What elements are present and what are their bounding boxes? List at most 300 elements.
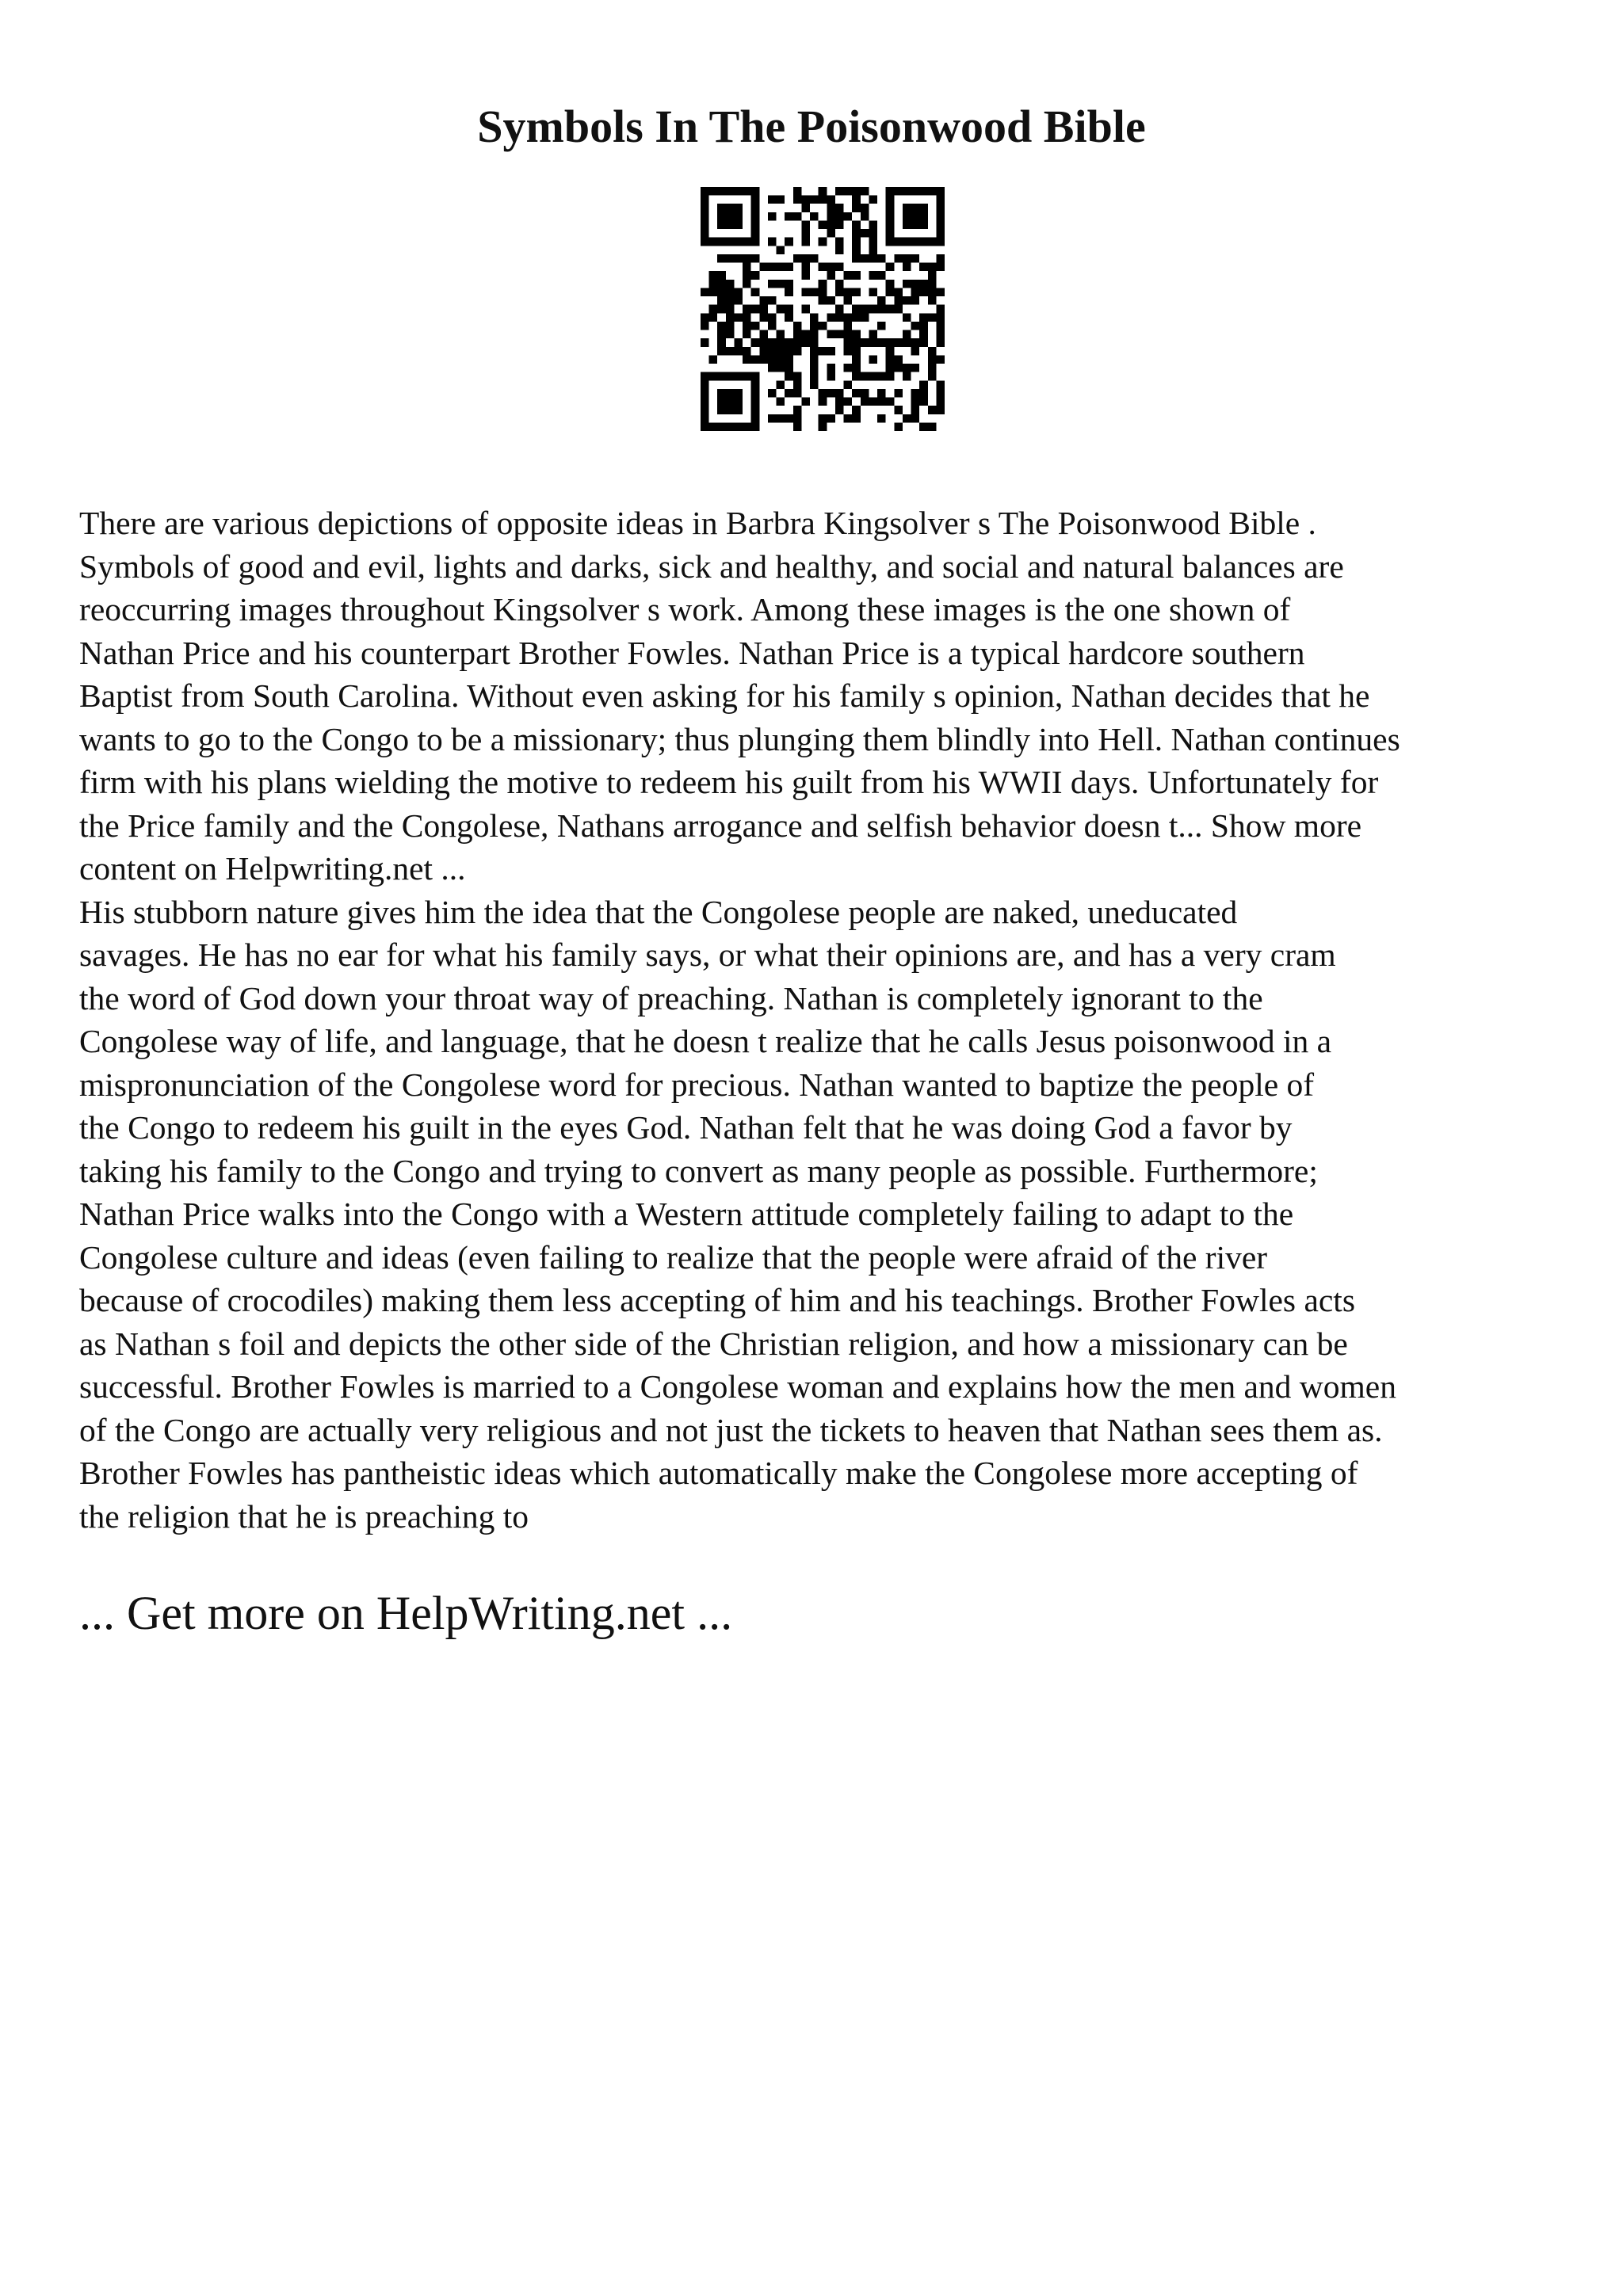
qr-module [919, 389, 928, 398]
qr-module [793, 422, 802, 431]
qr-module [861, 229, 869, 238]
qr-module [785, 372, 793, 381]
qr-module [835, 263, 844, 272]
qr-module [928, 313, 937, 322]
qr-module [835, 313, 844, 322]
qr-module [717, 280, 726, 288]
qr-module [919, 238, 928, 246]
qr-module [734, 238, 743, 246]
qr-module [886, 238, 895, 246]
qr-module [936, 254, 945, 263]
qr-module [717, 322, 726, 330]
qr-module [819, 288, 827, 296]
qr-module [793, 389, 802, 398]
qr-module [734, 372, 743, 381]
qr-module [911, 389, 920, 398]
qr-module [835, 330, 844, 339]
qr-module [726, 212, 735, 221]
qr-module [751, 422, 760, 431]
qr-module [911, 254, 920, 263]
qr-module [743, 330, 751, 339]
qr-module [852, 254, 861, 263]
paragraph-1 [79, 502, 1585, 891]
qr-module [911, 187, 920, 196]
qr-module [751, 398, 760, 406]
qr-module [801, 338, 810, 347]
text-line: the Congo to redeem his guilt in the eyes God. Nathan felt that he was doing God a favor by [79, 1109, 1293, 1146]
qr-module [810, 254, 819, 263]
qr-module [759, 296, 768, 305]
qr-module [911, 322, 920, 330]
qr-module [743, 238, 751, 246]
qr-module [810, 288, 819, 296]
qr-module [709, 271, 718, 280]
qr-module [717, 305, 726, 314]
qr-module [701, 322, 709, 330]
qr-module [751, 372, 760, 381]
qr-module [827, 330, 835, 339]
qr-module [734, 204, 743, 212]
qr-module [777, 414, 785, 423]
qr-module [852, 305, 861, 314]
qr-module [852, 204, 861, 212]
qr-module [936, 330, 945, 339]
qr-module [919, 398, 928, 406]
qr-module [886, 398, 895, 406]
qr-module [734, 398, 743, 406]
qr-module [903, 414, 911, 423]
qr-module [801, 238, 810, 246]
qr-module [819, 398, 827, 406]
qr-module [835, 187, 844, 196]
qr-module [844, 322, 853, 330]
qr-module [877, 372, 886, 381]
qr-module [886, 338, 895, 347]
qr-module [852, 330, 861, 339]
qr-module [852, 389, 861, 398]
qr-module [903, 313, 911, 322]
qr-module [919, 330, 928, 339]
text-line: because of crocodiles) making them less accepting of him and his teachings. Brother Fowles acts [79, 1282, 1355, 1318]
qr-module [810, 196, 819, 204]
qr-module [827, 347, 835, 356]
qr-module [827, 263, 835, 272]
qr-module [827, 271, 835, 280]
qr-module [751, 338, 760, 347]
qr-module [819, 414, 827, 423]
qr-module [717, 296, 726, 305]
qr-module [936, 238, 945, 246]
qr-module [894, 406, 903, 414]
qr-module [894, 338, 903, 347]
qr-module [701, 414, 709, 423]
qr-module [819, 322, 827, 330]
qr-module [852, 364, 861, 372]
qr-module [844, 380, 853, 389]
qr-module [785, 280, 793, 288]
qr-module [709, 422, 718, 431]
qr-module [734, 288, 743, 296]
qr-module [852, 288, 861, 296]
qr-code [701, 187, 945, 431]
qr-module [734, 347, 743, 356]
qr-module [852, 347, 861, 356]
qr-module [835, 288, 844, 296]
text-line: Congolese way of life, and language, that he doesn t realize that he calls Jesus poisonwood in a [79, 1023, 1332, 1059]
qr-module [726, 330, 735, 339]
text-line: the religion that he is preaching to [79, 1497, 529, 1535]
qr-module [919, 288, 928, 296]
qr-module [734, 254, 743, 263]
qr-module [886, 204, 895, 212]
qr-module [793, 372, 802, 381]
qr-module [877, 305, 886, 314]
qr-module [936, 196, 945, 204]
qr-module [717, 389, 726, 398]
qr-module [911, 414, 920, 423]
qr-module [793, 406, 802, 414]
qr-code-icon [701, 187, 945, 431]
qr-module [759, 263, 768, 272]
qr-module [835, 406, 844, 414]
qr-module [852, 238, 861, 246]
qr-module [810, 372, 819, 381]
qr-module [717, 220, 726, 229]
qr-module [852, 313, 861, 322]
qr-module [793, 254, 802, 263]
qr-module [734, 313, 743, 322]
qr-module [844, 271, 853, 280]
get-more-link[interactable]: ... Get more on HelpWriting.net ... [79, 1587, 733, 1639]
qr-module [886, 355, 895, 364]
qr-module [793, 212, 802, 221]
qr-module [827, 220, 835, 229]
text-line: as Nathan s foil and depicts the other side of the Christian religion, and how a missionary can be [79, 1325, 1348, 1362]
qr-module [936, 288, 945, 296]
qr-module [852, 271, 861, 280]
qr-module [810, 355, 819, 364]
qr-module [785, 263, 793, 272]
qr-module [743, 372, 751, 381]
qr-module [827, 204, 835, 212]
qr-module [928, 271, 937, 280]
qr-module [810, 212, 819, 221]
qr-module [827, 212, 835, 221]
qr-module [827, 414, 835, 423]
qr-module [785, 212, 793, 221]
qr-module [936, 229, 945, 238]
qr-module [785, 238, 793, 246]
qr-module [894, 296, 903, 305]
document-body [79, 502, 1585, 1538]
qr-module [701, 406, 709, 414]
qr-module [751, 204, 760, 212]
qr-module [701, 220, 709, 229]
qr-module [928, 372, 937, 381]
qr-module [734, 389, 743, 398]
qr-module [903, 187, 911, 196]
qr-module [894, 389, 903, 398]
qr-module [911, 212, 920, 221]
qr-module [928, 422, 937, 431]
qr-module [886, 305, 895, 314]
text-line: content on Helpwriting.net ... [79, 850, 466, 887]
qr-module [768, 389, 777, 398]
qr-module [835, 238, 844, 246]
text-line: the word of God down your throat way of preaching. Nathan is completely ignorant to the [79, 979, 1263, 1016]
text-line: the Price family and the Congolese, Nathans arrogance and selfish behavior doesn t... Show more [79, 807, 1362, 844]
qr-module [903, 296, 911, 305]
qr-module [810, 330, 819, 339]
qr-module [793, 347, 802, 356]
qr-module [852, 187, 861, 196]
qr-module [886, 288, 895, 296]
qr-module [801, 196, 810, 204]
qr-module [886, 196, 895, 204]
qr-module [734, 422, 743, 431]
qr-module [726, 305, 735, 314]
qr-module [886, 372, 895, 381]
qr-module [717, 347, 726, 356]
qr-module [852, 220, 861, 229]
qr-module [827, 296, 835, 305]
qr-module [709, 305, 718, 314]
qr-module [743, 313, 751, 322]
qr-module [717, 288, 726, 296]
qr-module [928, 355, 937, 364]
qr-module [894, 288, 903, 296]
qr-module [777, 355, 785, 364]
qr-module [877, 296, 886, 305]
qr-module [835, 204, 844, 212]
qr-module [717, 422, 726, 431]
qr-module [793, 338, 802, 347]
qr-module [903, 364, 911, 372]
qr-module [768, 347, 777, 356]
qr-module [751, 229, 760, 238]
qr-module [911, 364, 920, 372]
qr-module [861, 372, 869, 381]
qr-module [894, 187, 903, 196]
qr-module [801, 254, 810, 263]
qr-module [726, 204, 735, 212]
qr-module [844, 338, 853, 347]
qr-module [928, 238, 937, 246]
qr-module [768, 313, 777, 322]
qr-module [928, 347, 937, 356]
qr-module [785, 288, 793, 296]
qr-module [911, 347, 920, 356]
qr-module [701, 288, 709, 296]
qr-module [919, 280, 928, 288]
qr-module [869, 238, 877, 246]
qr-module [793, 414, 802, 423]
qr-module [743, 187, 751, 196]
qr-module [743, 263, 751, 272]
qr-module [861, 187, 869, 196]
qr-module [869, 229, 877, 238]
qr-module [810, 347, 819, 356]
qr-module [911, 220, 920, 229]
qr-module [726, 372, 735, 381]
qr-module [751, 288, 760, 296]
qr-module [717, 398, 726, 406]
qr-module [701, 338, 709, 347]
qr-module [810, 322, 819, 330]
qr-module [801, 271, 810, 280]
qr-module [936, 322, 945, 330]
qr-module [877, 338, 886, 347]
qr-module [877, 271, 886, 280]
qr-module [717, 238, 726, 246]
qr-module [911, 204, 920, 212]
qr-module [726, 322, 735, 330]
qr-module [777, 330, 785, 339]
qr-module [793, 322, 802, 330]
qr-module [936, 355, 945, 364]
qr-module [751, 355, 760, 364]
qr-module [810, 313, 819, 322]
qr-module [819, 347, 827, 356]
qr-module [777, 380, 785, 389]
qr-module [919, 422, 928, 431]
qr-module [777, 398, 785, 406]
qr-module [726, 389, 735, 398]
qr-module [717, 212, 726, 221]
qr-module [936, 389, 945, 398]
qr-module [701, 422, 709, 431]
qr-module [894, 238, 903, 246]
qr-module [919, 212, 928, 221]
qr-module [911, 338, 920, 347]
qr-module [911, 238, 920, 246]
qr-module [936, 398, 945, 406]
qr-module [709, 280, 718, 288]
qr-module [726, 280, 735, 288]
qr-module [861, 313, 869, 322]
document-title: Symbols In The Poisonwood Bible [477, 101, 1146, 152]
qr-module [886, 229, 895, 238]
qr-module [877, 414, 886, 423]
qr-module [869, 338, 877, 347]
qr-module [777, 280, 785, 288]
qr-module [768, 196, 777, 204]
qr-module [936, 212, 945, 221]
qr-module [936, 187, 945, 196]
qr-module [793, 380, 802, 389]
qr-module [827, 313, 835, 322]
qr-module [835, 212, 844, 221]
qr-module [936, 220, 945, 229]
qr-module [928, 187, 937, 196]
qr-module [861, 254, 869, 263]
qr-module [852, 338, 861, 347]
qr-module [777, 263, 785, 272]
qr-module [726, 220, 735, 229]
qr-module [768, 212, 777, 221]
qr-module [827, 372, 835, 381]
qr-module [869, 372, 877, 381]
qr-module [869, 355, 877, 364]
qr-module [785, 305, 793, 314]
qr-module [801, 305, 810, 314]
qr-module [709, 355, 718, 364]
text-line: Congolese culture and ideas (even failing to realize that the people were afraid of the river [79, 1238, 1268, 1276]
qr-module [911, 280, 920, 288]
qr-module [801, 398, 810, 406]
qr-module [869, 288, 877, 296]
qr-module [717, 187, 726, 196]
qr-module [844, 212, 853, 221]
qr-module [835, 305, 844, 314]
qr-module [886, 263, 895, 272]
qr-module [877, 254, 886, 263]
qr-module [726, 254, 735, 263]
qr-module [827, 364, 835, 372]
qr-module [743, 355, 751, 364]
qr-module [835, 220, 844, 229]
qr-module [886, 347, 895, 356]
qr-module [734, 338, 743, 347]
qr-module [928, 280, 937, 288]
qr-module [827, 229, 835, 238]
qr-module [768, 322, 777, 330]
qr-module [734, 187, 743, 196]
qr-module [785, 414, 793, 423]
qr-module [759, 330, 768, 339]
qr-module [759, 338, 768, 347]
qr-module [911, 288, 920, 296]
qr-module [777, 246, 785, 254]
qr-module [928, 364, 937, 372]
qr-module [928, 263, 937, 272]
qr-module [844, 414, 853, 423]
qr-module [936, 406, 945, 414]
qr-module [743, 280, 751, 288]
qr-module [819, 389, 827, 398]
qr-module [810, 380, 819, 389]
text-line: of the Congo are actually very religious and not just the tickets to heaven that Nathan sees them as. [79, 1411, 1383, 1448]
qr-module [919, 187, 928, 196]
qr-module [919, 204, 928, 212]
qr-module [903, 372, 911, 381]
qr-module [936, 204, 945, 212]
qr-module [709, 288, 718, 296]
qr-module [869, 196, 877, 204]
qr-module [801, 263, 810, 272]
qr-module [709, 372, 718, 381]
qr-module [852, 372, 861, 381]
qr-module [759, 347, 768, 356]
qr-module [852, 229, 861, 238]
qr-module [793, 196, 802, 204]
qr-module [936, 338, 945, 347]
qr-module [743, 422, 751, 431]
qr-module [743, 305, 751, 314]
qr-module [726, 406, 735, 414]
qr-module [751, 196, 760, 204]
qr-module [852, 355, 861, 364]
text-line: wants to go to the Congo to be a missionary; thus plunging them blindly into Hell. Nathan continues [79, 720, 1400, 757]
qr-module [751, 305, 760, 314]
text-line: Symbols of good and evil, lights and darks, sick and healthy, and social and natural balances are [79, 547, 1344, 585]
qr-module [886, 364, 895, 372]
qr-module [819, 263, 827, 272]
qr-module [801, 330, 810, 339]
qr-module [751, 380, 760, 389]
qr-module [768, 296, 777, 305]
qr-module [726, 296, 735, 305]
